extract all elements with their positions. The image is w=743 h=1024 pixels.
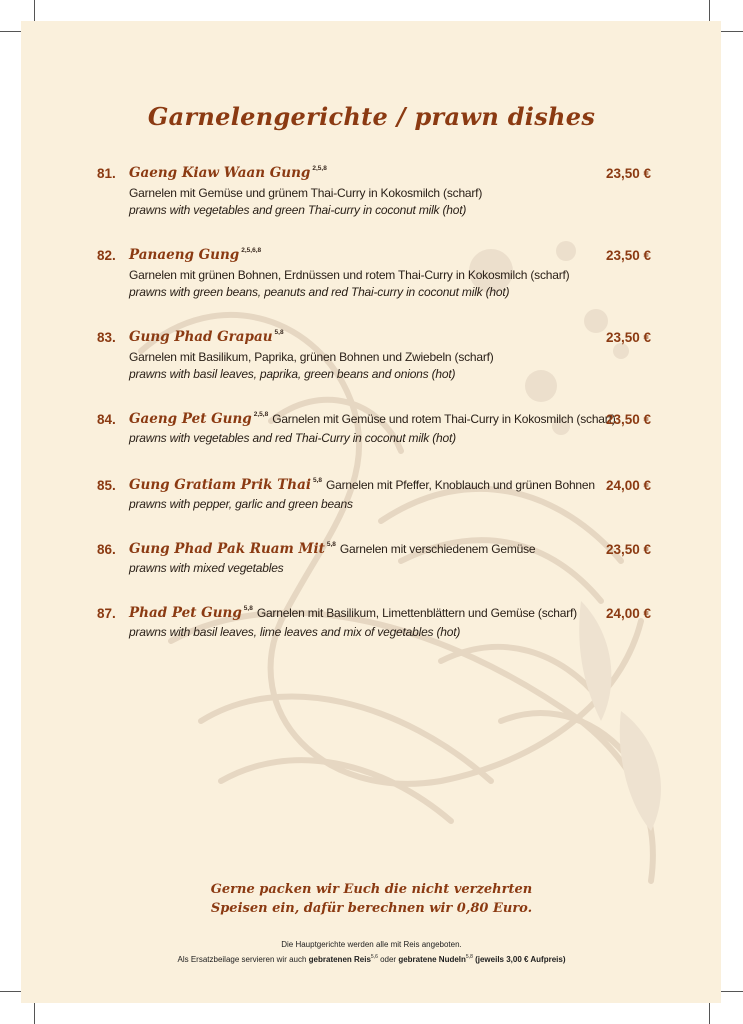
allergen-codes: 2,5,6,8 [241,247,262,254]
dish-name-text: Phad Pet Gung [129,605,242,621]
dish-price: 24,00 € [605,478,651,493]
footer-line-2 [0,951,743,966]
dish-number: 86. [97,542,116,557]
footer-info [0,939,743,966]
dish-name [129,247,261,263]
dish-price: 24,00 € [605,606,651,621]
crop-mark [709,1002,710,1024]
dish-description-en: prawns with basil leaves, paprika, green beans and onions (hot) [129,367,456,381]
dish-price: 23,50 € [605,248,651,263]
takeaway-note-line-1: Gerne packen wir Euch die nicht verzehrten [210,882,533,897]
fried-noodles-allergens: 5,8 [465,954,473,960]
crop-mark [34,1002,35,1024]
dish-price: 23,50 € [605,542,651,557]
dish-description-en: prawns with green beans, peanuts and red Thai-curry in coconut milk (hot) [129,285,510,299]
crop-mark [721,991,743,992]
dish-description-de: Garnelen mit Gemüse und grünem Thai-Curry in Kokosmilch (scharf) [129,186,483,200]
dish-name-text: Gung Phad Grapau [129,329,273,345]
footer-line-1: Die Hauptgerichte werden alle mit Reis angeboten. [281,940,462,949]
allergen-codes: 5,8 [274,329,284,336]
dish-name [129,541,535,557]
dish-number: 84. [97,412,116,427]
dish-name [129,165,327,181]
dish-name-text: Gaeng Pet Gung [129,411,252,427]
allergen-codes: 5,8 [243,605,253,612]
dish-description-de: Garnelen mit Basilikum, Limettenblättern und Gemüse (scharf) [256,606,577,620]
dish-name [129,477,595,493]
dish-description-de: Garnelen mit grünen Bohnen, Erdnüssen und rotem Thai-Curry in Kokosmilch (scharf) [129,268,570,282]
dish-number: 82. [97,248,116,263]
dish-name-text: Panaeng Gung [129,247,240,263]
allergen-codes: 5,8 [312,477,323,484]
dish-number: 87. [97,606,116,621]
dish-description-en: prawns with pepper, garlic and green beans [129,497,353,511]
dish-description-en: prawns with basil leaves, lime leaves and mix of vegetables (hot) [129,625,461,639]
dish-name [129,411,616,427]
fried-rice-allergens: 5,6 [370,954,378,960]
dish-name-text: Gaeng Kiaw Waan Gung [129,165,311,181]
crop-mark [709,0,710,22]
dish-description-en: prawns with mixed vegetables [129,561,284,575]
dish-description-en: prawns with vegetables and red Thai-Curry in coconut milk (hot) [129,431,456,445]
dish-number: 81. [97,166,116,181]
footer-side-dish-text: Als Ersatzbeilage servieren wir auch [177,955,309,964]
dish-description-de: Garnelen mit verschiedenem Gemüse [339,542,536,556]
dish-description-de: Garnelen mit Pfeffer, Knoblauch und grünen Bohnen [326,478,595,492]
takeaway-note-line-2: Speisen ein, dafür berechnen wir 0,80 Euro. [210,901,533,916]
dish-name-text: Gung Gratiam Prik Thai [129,477,311,493]
allergen-codes: 2,5,8 [253,411,269,418]
crop-mark [0,991,22,992]
dish-price: 23,50 € [605,330,651,345]
dish-price: 23,50 € [605,166,651,181]
dish-description-de: Garnelen mit Basilikum, Paprika, grünen Bohnen und Zwiebeln (scharf) [129,350,494,364]
dish-number: 83. [97,330,116,345]
crop-mark [721,31,743,32]
dish-description-de: Garnelen mit Gemüse und rotem Thai-Curry in Kokosmilch (scharf) [272,412,616,426]
page-title: Garnelengerichte / prawn dishes [147,102,596,131]
crop-mark [0,31,22,32]
dish-description-en: prawns with vegetables and green Thai-curry in coconut milk (hot) [129,203,467,217]
dish-name [129,329,284,345]
crop-mark [34,0,35,22]
allergen-codes: 2,5,8 [312,165,327,172]
dish-number: 85. [97,478,116,493]
fried-rice-label: gebratenen Reis [308,955,371,964]
dish-name-text: Gung Phad Pak Ruam Mit [129,541,325,557]
takeaway-note [0,880,743,918]
footer-or-text: oder [377,955,399,964]
dish-price: 23,50 € [605,412,651,427]
dish-name [129,605,577,621]
allergen-codes: 5,8 [326,541,336,548]
fried-noodles-label: gebratene Nudeln [398,955,466,964]
surcharge-text: (jeweils 3,00 € Aufpreis) [472,955,566,964]
